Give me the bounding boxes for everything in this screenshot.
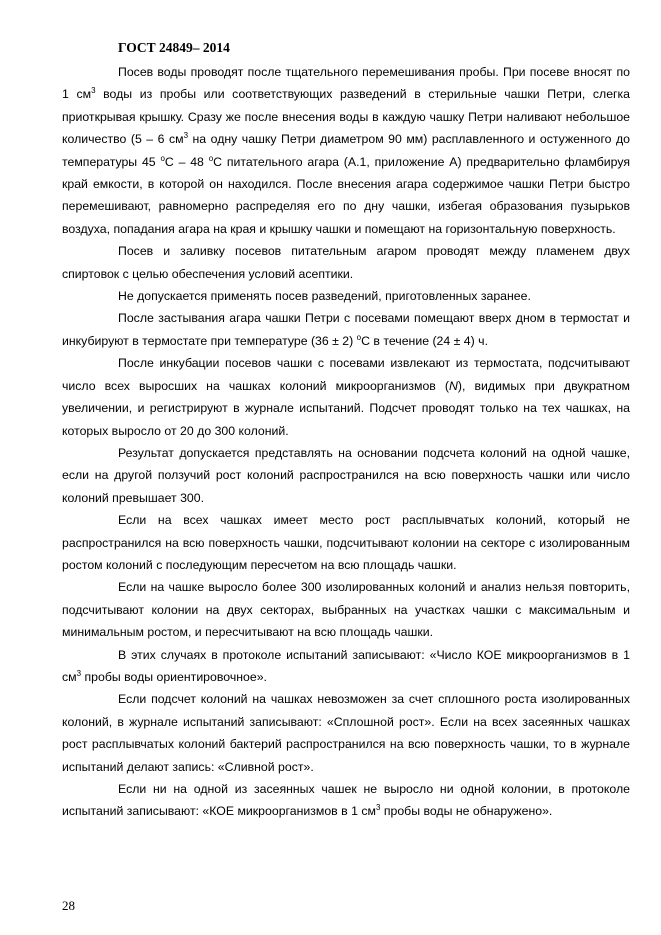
text-run: пробы воды не обнаружено». [380,804,553,819]
superscript: 3 [183,131,189,141]
text-run: ), видимых при двукратном увеличении, и регистрируют в журнале испытаний. Подсчет проводят только на тех чашках, на которых выросло от 20 до 300 колоний. [62,378,631,438]
text-run: на одну чашку Петри диаметром 90 мм) расплавленного и остуженного до температуры 45 [62,132,630,169]
text-run: С в течение (24 ± 4) ч. [361,333,488,348]
superscript: о [160,153,165,163]
body-paragraph [62,509,630,576]
text-run: Результат допускается представлять на основании подсчета колоний на одной чашке, если на другой ползучий рост колоний распространился на всю поверхность чашки или число колоний превышает 300. [62,445,630,505]
body-paragraph [62,61,630,240]
document-body [62,61,630,823]
document-header: ГОСТ 24849– 2014 [118,40,230,55]
body-paragraph [62,240,630,285]
text-run: В этих случаях в протоколе испытаний записывают: «Число КОЕ микроорганизмов в 1 см [62,647,630,684]
superscript: 3 [91,86,96,96]
text-run: Если на чашке выросло более 300 изолированных колоний и анализ нельзя повторить, подсчитывают колонии на двух секторах, выбранных на участках чашки с максимальным и минимальным ростом, и пересчитывают на всю площадь чашки. [62,580,630,640]
text-run: Если на всех чашках имеет место рост расплывчатых колоний, который не распространился на всю поверхность чашки, подсчитывают колонии на секторе с изолированным ростом колоний с последующим пересчетом на всю площадь чашки. [62,513,630,572]
body-paragraph [62,644,630,689]
body-paragraph [62,285,630,307]
text-run: пробы воды ориентировочное». [81,669,267,684]
text-run: После инкубации посевов чашки с посевами извлекают из термостата, подсчитывают число всех выросших на чашках колоний микроорганизмов ( [62,356,630,393]
superscript: о [208,153,214,163]
text-run: воды из пробы или соответствующих разведений в стерильные чашки Петри, слегка приоткрывая крышку. Сразу же после внесения воды в каждую чашку Петри наливают небольшое количество (5 – 6 см [62,87,631,147]
text-run: С питательного агара (А.1, приложение А) предварительно фламбируя край емкости, в которой он находился. После внесения агара содержимое чашки Петри быстро перемешивают, равномерно распределяя его по дну чашки, избегая образования пузырьков воздуха, попадания агара на края и крышку чашки и помещают на горизонтальную поверхность. [62,154,630,236]
text-run: Посев воды проводят после тщательного перемешивания пробы. При посеве вносят по 1 см [62,65,630,102]
body-paragraph [62,307,630,352]
body-paragraph [62,352,630,442]
superscript: о [356,332,362,342]
text-run: С – 48 [164,154,209,169]
text-run: Если ни на одной из засеянных чашек не выросло ни одной колонии, в протоколе испытаний записывают: «КОЕ микроорганизмов в 1 см [62,782,630,819]
body-paragraph [62,576,630,643]
text-run: Если подсчет колоний на чашках невозможен за счет сплошного роста изолированных колоний, в журнале испытаний записывают: «Сплошной рост». Если на всех засеянных чашках рост расплывчатых колоний бактерий распространился на всю поверхность чашки, то в журнале испытаний делают запись: «Сливной рост». [62,692,630,774]
text-run: Посев и заливку посевов питательным агаром проводят между пламенем двух спиртовок с целью обеспечения условий асептики. [62,244,630,281]
text-run: После застывания агара чашки Петри с посевами помещают вверх дном в термостат и инкубируют в термостате при температуре (36 ± 2) [62,311,630,348]
body-paragraph [62,778,630,823]
superscript: 3 [76,668,82,678]
body-paragraph [62,442,630,509]
page-number: 28 [62,898,75,913]
body-paragraph [62,688,630,778]
text-run: N [449,378,458,393]
superscript: 3 [375,803,381,813]
text-run: Не допускается применять посев разведений, приготовленных заранее. [118,289,531,304]
